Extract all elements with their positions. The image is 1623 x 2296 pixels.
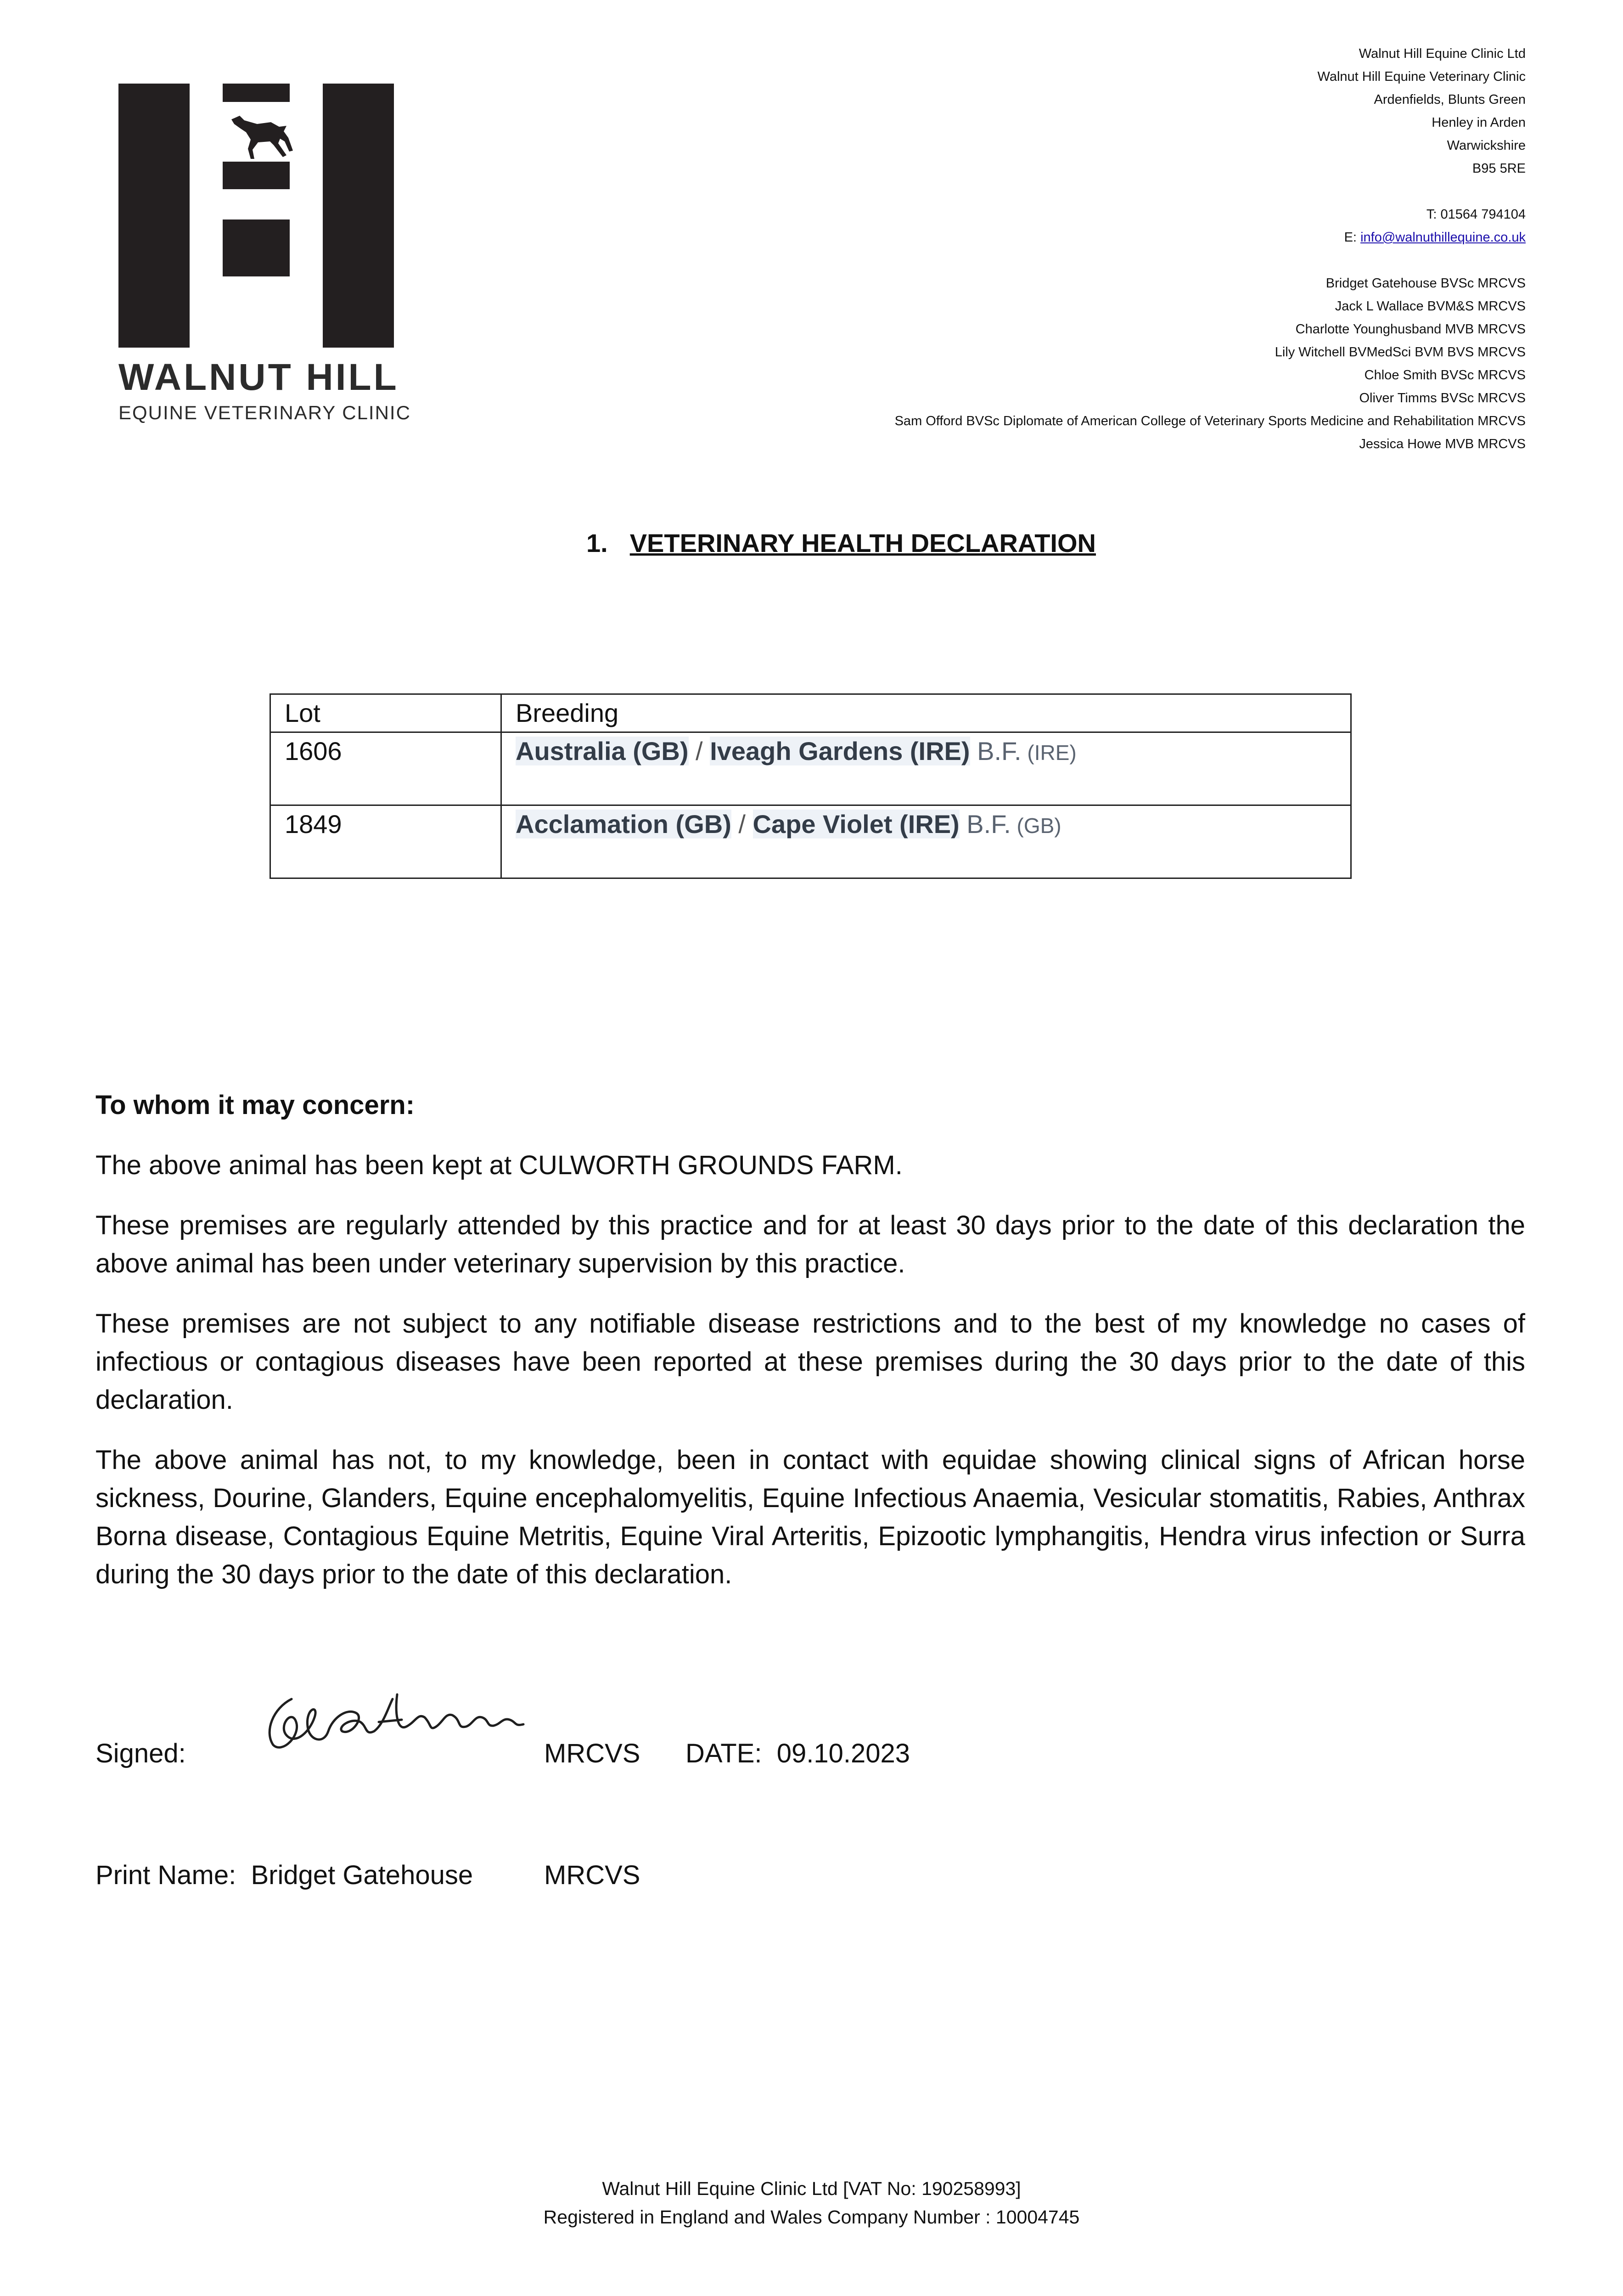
- column-header-breeding: Breeding: [501, 694, 1351, 732]
- signed-label: Signed:: [95, 1739, 186, 1768]
- handwritten-signature: [259, 1681, 544, 1763]
- signature-credential: MRCVS: [544, 1739, 640, 1768]
- table-row: [270, 805, 1351, 878]
- declaration-paragraph: The above animal has been kept at CULWORTH GROUNDS FARM.: [95, 1150, 903, 1180]
- sire-name: Acclamation (GB): [516, 810, 731, 838]
- signature-date: [685, 1738, 910, 1769]
- print-name-label: Print Name:: [95, 1860, 236, 1890]
- lot-number: 1606: [270, 732, 501, 805]
- clinic-name: Walnut Hill Equine Veterinary Clinic: [1317, 69, 1526, 84]
- declaration-paragraph: These premises are not subject to any notifiable disease restrictions and to the best of my knowledge no cases of infectious or contagious diseases have been reported at these premises during the 30 days prior to the date of this declaration.: [95, 1309, 1525, 1415]
- horse-sex: B.F.: [970, 737, 1022, 765]
- sire-name: Australia (GB): [516, 737, 689, 765]
- email-link[interactable]: info@walnuthillequine.co.uk: [1360, 230, 1526, 245]
- company-name: Walnut Hill Equine Clinic Ltd: [1359, 46, 1526, 61]
- vet-name: Chloe Smith BVSc MRCVS: [1364, 368, 1526, 383]
- table-header-row: [270, 694, 1351, 732]
- lot-number: 1849: [270, 805, 501, 878]
- print-name-value: Bridget Gatehouse: [251, 1860, 473, 1890]
- address-line: Ardenfields, Blunts Green: [1374, 92, 1526, 107]
- country-of-birth: (GB): [1011, 814, 1061, 838]
- declaration-paragraph: These premises are regularly attended by this practice and for at least 30 days prior to the date of this declaration the above animal has been under veterinary supervision by this practice.: [95, 1210, 1525, 1278]
- contact-block: [895, 42, 1526, 456]
- print-name-credential: MRCVS: [544, 1860, 640, 1890]
- clinic-logo: [118, 84, 411, 424]
- vet-name: Lily Witchell BVMedSci BVM BVS MRCVS: [1275, 345, 1526, 360]
- vet-name: Charlotte Younghusband MVB MRCVS: [1295, 322, 1526, 337]
- print-name-row: [95, 1860, 640, 1891]
- title-text: VETERINARY HEALTH DECLARATION: [629, 529, 1096, 557]
- footer-registration-line: Registered in England and Wales Company Number : 10004745: [543, 2206, 1080, 2228]
- address-postcode: B95 5RE: [1472, 161, 1526, 176]
- dam-name: Iveagh Gardens (IRE): [710, 737, 970, 765]
- logo-subtitle: EQUINE VETERINARY CLINIC: [118, 402, 411, 423]
- date-label: DATE:: [685, 1739, 762, 1768]
- address-line: Henley in Arden: [1432, 115, 1526, 130]
- salutation: To whom it may concern:: [95, 1090, 415, 1120]
- horse-sex: B.F.: [959, 810, 1011, 838]
- declaration-body: [95, 1086, 1525, 1615]
- breeding-cell: [501, 732, 1351, 805]
- country-of-birth: (IRE): [1021, 741, 1077, 765]
- vet-name: Jack L Wallace BVM&S MRCVS: [1335, 299, 1526, 314]
- column-header-lot: Lot: [270, 694, 501, 732]
- vet-name: Bridget Gatehouse BVSc MRCVS: [1325, 276, 1526, 291]
- lots-table: [270, 693, 1352, 879]
- phone-number: T: 01564 794104: [1426, 207, 1526, 222]
- date-value: 09.10.2023: [776, 1739, 910, 1768]
- walnut-hill-logo-mark: [118, 84, 394, 348]
- signature-row: [0, 1681, 1623, 1818]
- breeding-cell: [501, 805, 1351, 878]
- vet-name: Sam Offord BVSc Diplomate of American College of Veterinary Sports Medicine and Rehabilitation MRCVS: [894, 414, 1526, 428]
- address-line: Warwickshire: [1447, 138, 1526, 153]
- email-prefix: E:: [1344, 230, 1361, 245]
- declaration-paragraph: The above animal has not, to my knowledge, been in contact with equidae showing clinical signs of African horse sickness, Dourine, Glanders, Equine encephalomyelitis, Equine Infectious Anaemia, Vesicular stomatitis, Rabies, Anthrax Borna disease, Contagious Equine Metritis, Equine Viral Arteritis, Epizootic lymphangitis, Hendra virus infection or Surra during the 30 days prior to the date of this declaration.: [95, 1445, 1525, 1589]
- pedigree-separator: /: [688, 737, 710, 765]
- dam-name: Cape Violet (IRE): [753, 810, 960, 838]
- vet-name: Jessica Howe MVB MRCVS: [1359, 437, 1526, 451]
- title-number: 1.: [586, 529, 608, 557]
- table-row: [270, 732, 1351, 805]
- pedigree-separator: /: [731, 810, 753, 838]
- footer-vat-line: Walnut Hill Equine Clinic Ltd [VAT No: 190258993]: [602, 2178, 1021, 2199]
- vet-name: Oliver Timms BVSc MRCVS: [1359, 391, 1526, 405]
- email-line: [895, 226, 1526, 249]
- page-footer: [0, 2174, 1623, 2231]
- logo-name: WALNUT HILL: [118, 356, 399, 398]
- document-title: [586, 528, 1096, 558]
